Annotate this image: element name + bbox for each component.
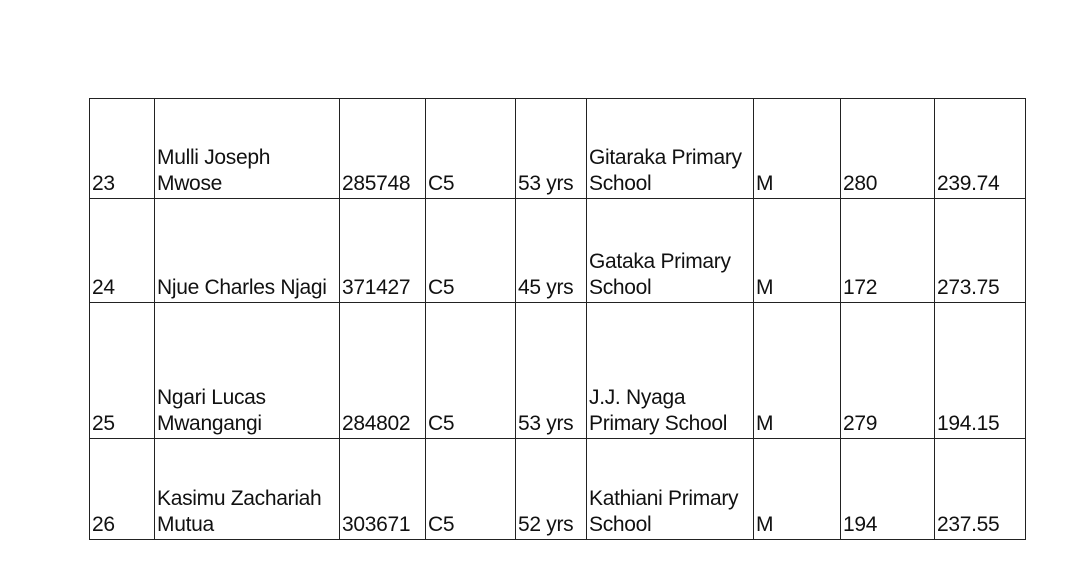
name-cell: Mulli Joseph Mwose: [155, 99, 340, 199]
id-cell: 285748: [340, 99, 426, 199]
value-cell: 273.75: [935, 199, 1026, 303]
id-cell: 303671: [340, 439, 426, 540]
records-table: [89, 98, 1026, 540]
value-cell: 194.15: [935, 303, 1026, 439]
school-cell: J.J. Nyaga Primary School: [587, 303, 754, 439]
name-cell: Njue Charles Njagi: [155, 199, 340, 303]
school-cell: Gitaraka Primary School: [587, 99, 754, 199]
name-cell: Kasimu Zachariah Mutua: [155, 439, 340, 540]
age-cell: 45 yrs: [516, 199, 587, 303]
school-cell: Gataka Primary School: [587, 199, 754, 303]
id-cell: 371427: [340, 199, 426, 303]
grade-cell: C5: [426, 99, 516, 199]
school-cell: Kathiani Primary School: [587, 439, 754, 540]
score-cell: 194: [841, 439, 935, 540]
score-cell: 280: [841, 99, 935, 199]
score-cell: 172: [841, 199, 935, 303]
grade-cell: C5: [426, 439, 516, 540]
gender-cell: M: [754, 439, 841, 540]
row-number-cell: 23: [90, 99, 155, 199]
grade-cell: C5: [426, 303, 516, 439]
age-cell: 53 yrs: [516, 303, 587, 439]
value-cell: 237.55: [935, 439, 1026, 540]
age-cell: 53 yrs: [516, 99, 587, 199]
gender-cell: M: [754, 303, 841, 439]
id-cell: 284802: [340, 303, 426, 439]
score-cell: 279: [841, 303, 935, 439]
row-number-cell: 24: [90, 199, 155, 303]
name-cell: Ngari Lucas Mwangangi: [155, 303, 340, 439]
gender-cell: M: [754, 99, 841, 199]
table-row: [90, 199, 1026, 303]
table-row: [90, 303, 1026, 439]
gender-cell: M: [754, 199, 841, 303]
table-row: [90, 439, 1026, 540]
age-cell: 52 yrs: [516, 439, 587, 540]
table-row: [90, 99, 1026, 199]
value-cell: 239.74: [935, 99, 1026, 199]
row-number-cell: 26: [90, 439, 155, 540]
row-number-cell: 25: [90, 303, 155, 439]
grade-cell: C5: [426, 199, 516, 303]
